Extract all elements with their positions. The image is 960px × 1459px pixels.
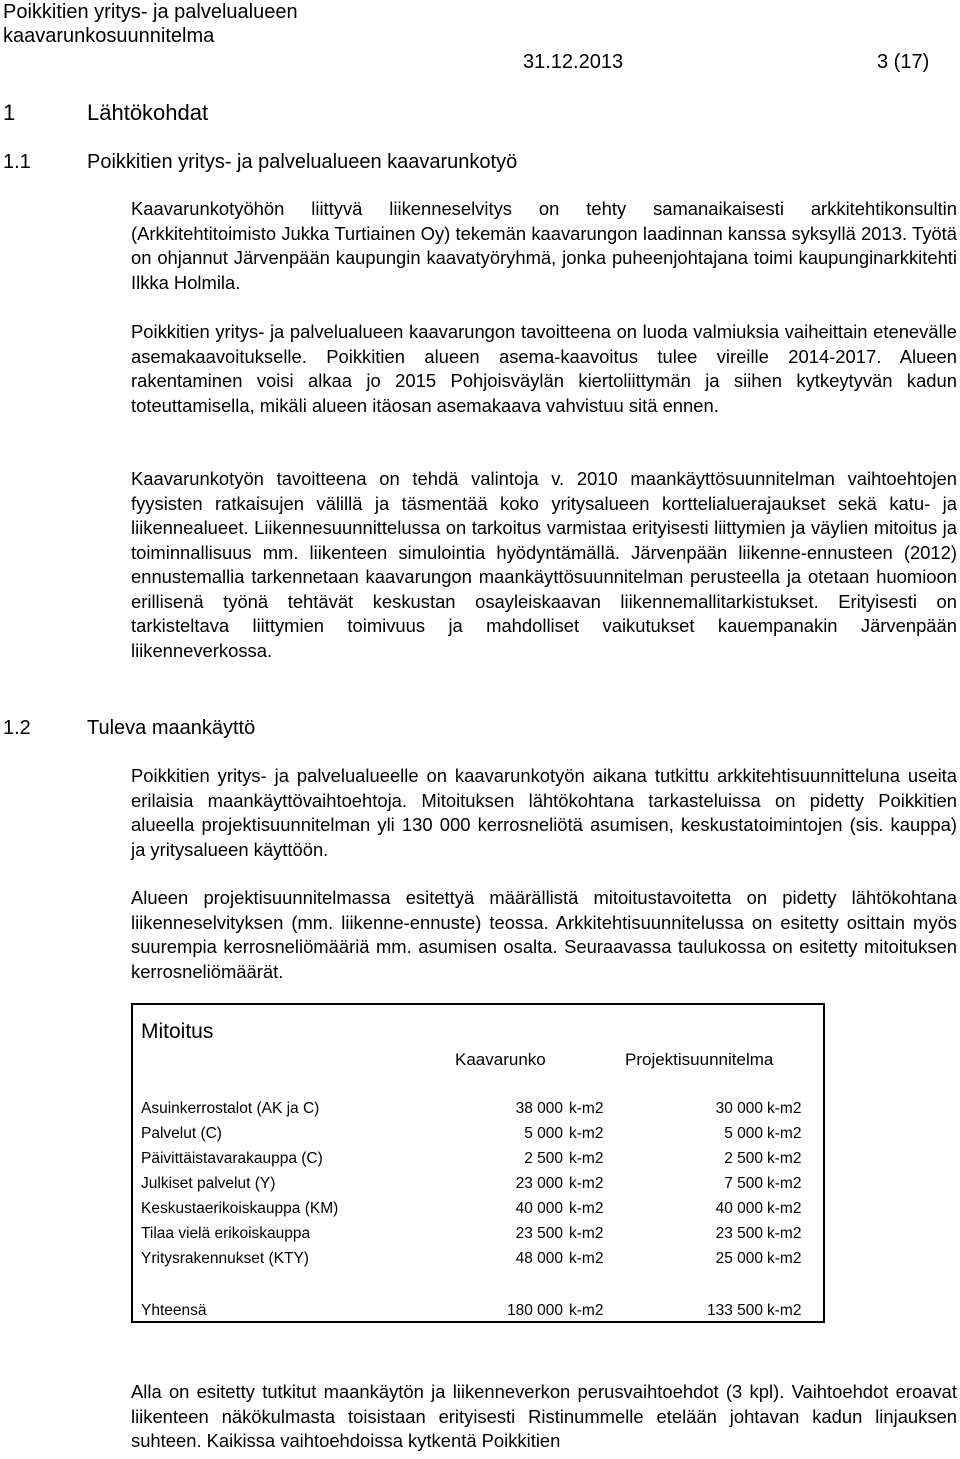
unit: k-m2 xyxy=(569,1175,604,1192)
unit: k-m2 xyxy=(569,1125,604,1142)
unit: k-m2 xyxy=(767,1302,802,1319)
document-title xyxy=(3,0,298,48)
projekti-value: 5 000 xyxy=(724,1125,763,1142)
row-label: Päivittäistavarakauppa (C) xyxy=(141,1150,323,1167)
table-row xyxy=(133,1123,823,1145)
kaavarunko-value: 38 000 xyxy=(515,1100,563,1117)
projekti-value: 30 000 xyxy=(715,1100,763,1117)
paragraph: Kaavarunkotyön tavoitteena on tehdä valintoja v. 2010 maankäyttösuunnitelman vaihtoehtojen fyysisten ratkaisujen välillä ja täsmentää koko yritysalueen korttelialuerajaukset sekä katu- ja liikennealueet. Liikennesuunnittelussa on tarkoitus varmistaa erityisesti liittymien ja väylien mitoitus ja toiminnallisuus mm. liikenteen simulointia hyödyntämällä. Järvenpään liikenne-ennusteen (2012) ennustemallia tarkennetaan kaavarungon maankäyttösuunnitelman perusteella ja otetaan huomioon erillisenä työnä tehtävät keskustan osayleiskaavan liikennemallitarkistukset. Erityisesti on tarkisteltava liittymien toimivuus ja mahdolliset vaikutukset kauempanakin Järvenpään liikenneverkossa. xyxy=(131,468,957,661)
kaavarunko-value: 2 500 xyxy=(524,1150,563,1167)
projekti-value: 25 000 xyxy=(715,1250,763,1267)
paragraph: Alueen projektisuunnitelmassa esitettyä määrällistä mitoitustavoitetta on pidetty lähtökohtana liikenneselvityksen (mm. liikenne-ennuste) teossa. Arkkitehtisuunnitelussa on esitetty osittain myös suurempia kerrosneliömääriä mm. asumisen osalta. Seuraavassa taulukossa on esitetty mitoituksen kerrosneliömäärät. xyxy=(131,887,957,982)
paragraph: Alla on esitetty tutkitut maankäytön ja liikenneverkon perusvaihtoehdot (3 kpl). Vaihtoehdot eroavat liikenteen näkökulmasta toisistaan erityisesti Ristinummelle etelään johtavan kadun linjauksen suhteen. Kaikissa vaihtoehdoissa kytkentä Poikkitien xyxy=(131,1381,957,1451)
projekti-value: 7 500 xyxy=(724,1175,763,1192)
kaavarunko-value: 23 000 xyxy=(515,1175,563,1192)
mitoitus-table xyxy=(131,1003,825,1323)
table-row xyxy=(133,1248,823,1270)
table-title: Mitoitus xyxy=(141,1020,214,1043)
row-label: Tilaa vielä erikoiskauppa xyxy=(141,1225,311,1242)
kaavarunko-value: 23 500 xyxy=(515,1225,563,1242)
kaavarunko-value: 5 000 xyxy=(524,1125,563,1142)
section-number: 1.1 xyxy=(3,151,31,173)
unit: k-m2 xyxy=(569,1200,604,1217)
paragraph: Poikkitien yritys- ja palvelualueen kaavarungon tavoitteena on luoda valmiuksia vaiheittain etenevälle asemakaavoitukselle. Poikkitien alueen asema-kaavoitus tulee vireille 2014-2017. Alueen rakentaminen voisi alkaa jo 2015 Pohjoisväylän kiertoliittymän ja siihen kytkeytyvän kadun toteuttamisella, mikäli alueen itäosan asemakaava vahvistuu sitä ennen. xyxy=(131,321,957,416)
projekti-value: 40 000 xyxy=(715,1200,763,1217)
unit: k-m2 xyxy=(569,1150,604,1167)
section-title: Poikkitien yritys- ja palvelualueen kaavarunkotyö xyxy=(87,151,518,173)
row-label: Palvelut (C) xyxy=(141,1125,222,1142)
column-header-projektisuunnitelma: Projektisuunnitelma xyxy=(625,1050,774,1069)
table-row xyxy=(133,1148,823,1170)
row-label: Asuinkerrostalot (AK ja C) xyxy=(141,1100,320,1117)
section-number: 1 xyxy=(3,100,16,125)
unit: k-m2 xyxy=(767,1175,802,1192)
projekti-total: 133 500 xyxy=(706,1302,763,1319)
page-number: 3 (17) xyxy=(877,51,930,73)
unit: k-m2 xyxy=(767,1150,802,1167)
document-title-line2: kaavarunkosuunnitelma xyxy=(3,25,215,47)
section-heading-1-1 xyxy=(3,150,517,174)
document-title-line1: Poikkitien yritys- ja palvelualueen xyxy=(3,1,298,23)
projekti-value: 2 500 xyxy=(724,1150,763,1167)
page-header xyxy=(3,0,953,73)
row-label: Keskustaerikoiskauppa (KM) xyxy=(141,1200,339,1217)
unit: k-m2 xyxy=(569,1250,604,1267)
unit: k-m2 xyxy=(767,1125,802,1142)
section-heading-1 xyxy=(3,100,208,126)
paragraph: Poikkitien yritys- ja palvelualueelle on kaavarunkotyön aikana tutkittu arkkitehtisuunnitteluna useita erilaisia maankäyttövaihtoehtoja. Mitoituksen lähtökohtana tarkasteluissa on pidetty Poikkitien alueella projektisuunnitelman yli 130 000 kerrosneliötä asumisen, keskustatoimintojen (sis. kauppa) ja yritysalueen käyttöön. xyxy=(131,765,957,860)
table-total-row xyxy=(133,1300,823,1322)
unit: k-m2 xyxy=(767,1200,802,1217)
table-row xyxy=(133,1198,823,1220)
unit: k-m2 xyxy=(569,1302,604,1319)
section-number: 1.2 xyxy=(3,717,31,739)
column-header-kaavarunko: Kaavarunko xyxy=(455,1050,546,1069)
row-label: Yritysrakennukset (KTY) xyxy=(141,1250,309,1267)
section-title: Lähtökohdat xyxy=(87,100,209,125)
unit: k-m2 xyxy=(767,1250,802,1267)
paragraph: Kaavarunkotyöhön liittyvä liikenneselvitys on tehty samanaikaisesti arkkitehtikonsultin (Arkkitehtitoimisto Jukka Turtiainen Oy) tekemän kaavarungon laadinnan kanssa syksyllä 2013. Työtä on ohjannut Järvenpään kaupungin kaavatyöryhmä, jonka puheenjohtajana toimi kaupunginarkkitehti Ilkka Holmila. xyxy=(131,198,957,293)
unit: k-m2 xyxy=(767,1225,802,1242)
section-heading-1-2 xyxy=(3,716,255,740)
total-label: Yhteensä xyxy=(141,1302,207,1319)
kaavarunko-total: 180 000 xyxy=(506,1302,563,1319)
table-row xyxy=(133,1223,823,1245)
section-title: Tuleva maankäyttö xyxy=(87,717,256,739)
unit: k-m2 xyxy=(569,1100,604,1117)
unit: k-m2 xyxy=(767,1100,802,1117)
unit: k-m2 xyxy=(569,1225,604,1242)
kaavarunko-value: 48 000 xyxy=(515,1250,563,1267)
table-row xyxy=(133,1098,823,1120)
kaavarunko-value: 40 000 xyxy=(515,1200,563,1217)
row-label: Julkiset palvelut (Y) xyxy=(141,1175,276,1192)
projekti-value: 23 500 xyxy=(715,1225,763,1242)
table-row xyxy=(133,1173,823,1195)
document-date: 31.12.2013 xyxy=(523,51,624,73)
